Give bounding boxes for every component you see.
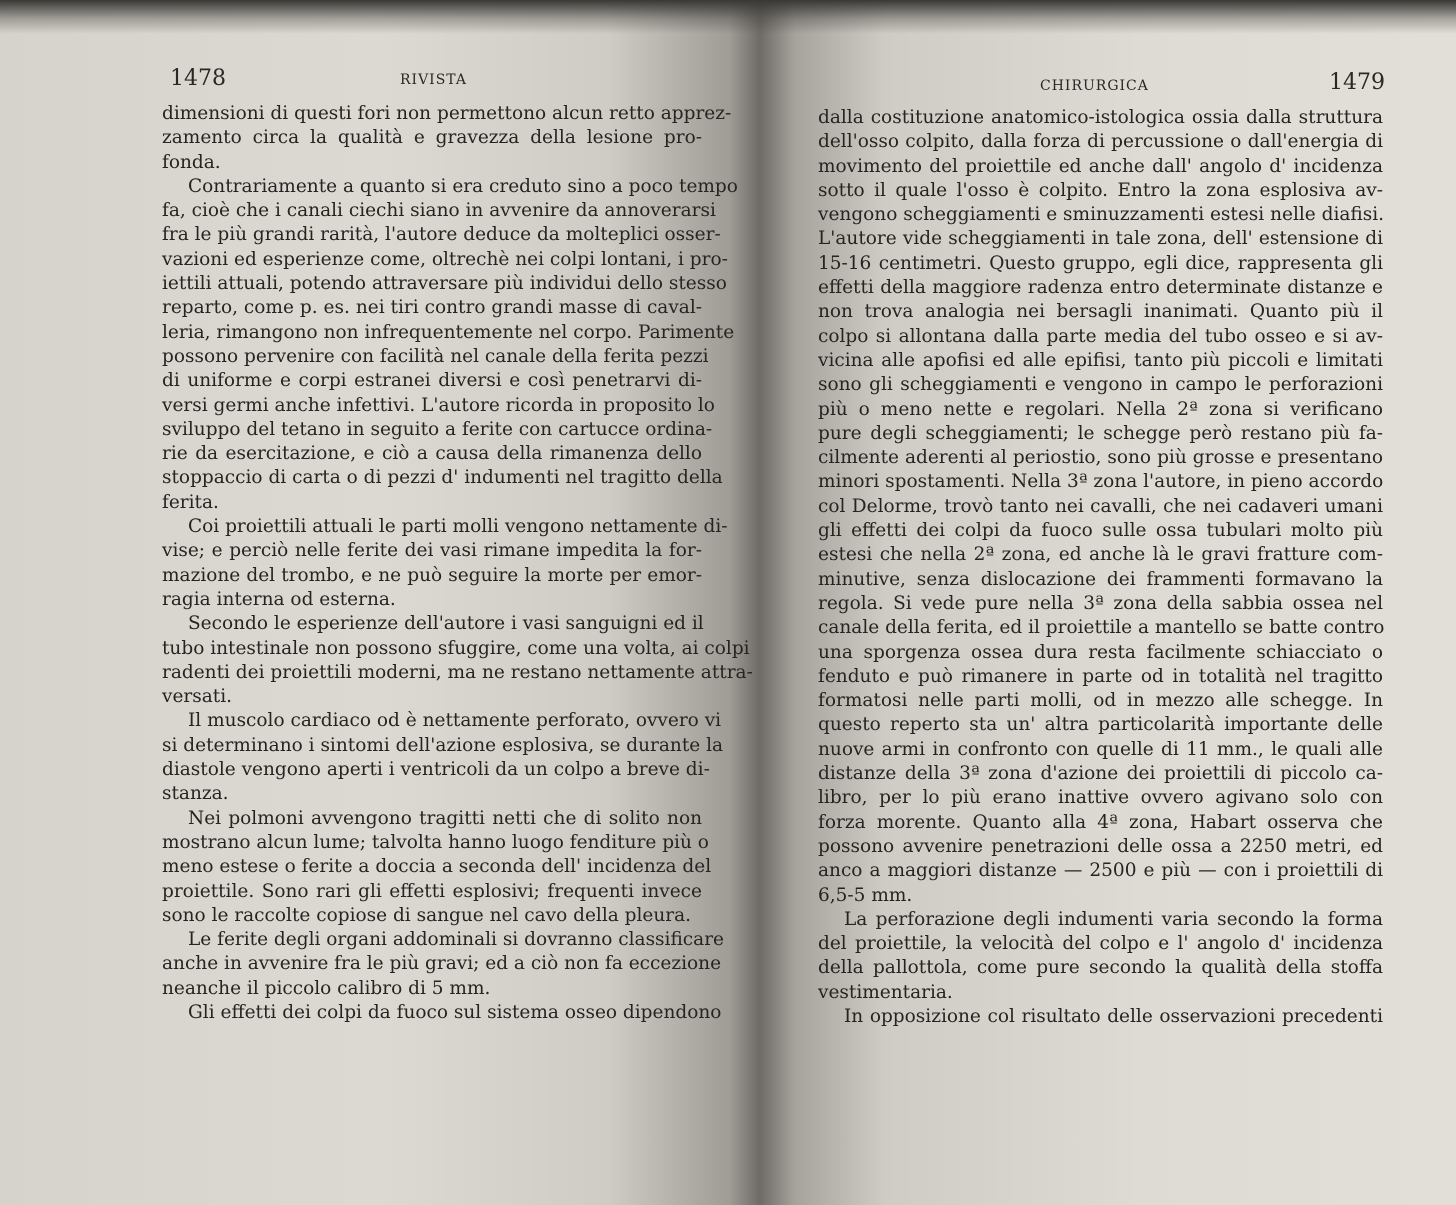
- text-line: mostrano alcun lume; talvolta hanno luogo fenditure più o: [162, 831, 709, 853]
- left-text-block: [162, 102, 753, 1025]
- text-line: questo reperto sta un' altra particolarità importante delle: [818, 714, 1383, 736]
- left-running-head: [170, 66, 710, 91]
- text-line: L'autore vide scheggiamenti in tale zona, dell' estensione di: [818, 228, 1383, 250]
- text-line: fra le più grandi rarità, l'autore deduce da molteplici osser-: [162, 224, 721, 246]
- text-line: sono le raccolte copiose di sangue nel cavo della pleura.: [162, 904, 692, 926]
- text-line: La perforazione degli indumenti varia secondo la forma: [844, 908, 1383, 930]
- text-line: Il muscolo cardiaco od è nettamente perforato, ovvero vi: [188, 710, 722, 732]
- text-line: fa, cioè che i canali ciechi siano in avvenire da annoverarsi: [162, 200, 716, 222]
- text-line: meno estese o ferite a doccia a seconda dell' incidenza del: [162, 856, 712, 878]
- text-line: colpo si allontana dalla parte media del tubo osseo e si av-: [818, 325, 1383, 347]
- right-text-block: [818, 106, 1383, 1029]
- text-line: In opposizione col risultato delle osservazioni precedenti: [844, 1005, 1383, 1027]
- text-line: dalla costituzione anatomico-istologica ossia dalla struttura: [818, 107, 1383, 128]
- text-line: tubo intestinale non possono sfuggire, come una volta, ai colpi: [162, 637, 750, 659]
- text-line: dell'osso colpito, dalla forza di percussione o dall'energia di: [818, 131, 1383, 153]
- text-line: minori spostamenti. Nella 3ª zona l'autore, in pieno accordo: [818, 471, 1384, 493]
- right-running-title: CHIRURGICA: [1040, 78, 1149, 94]
- text-line: vazioni ed esperienze come, oltrechè nei colpi lontani, i pro-: [162, 248, 728, 270]
- text-line: movimento del proiettile ed anche dall' angolo d' incidenza: [818, 155, 1383, 177]
- text-line: possono pervenire con facilità nel canale della ferita pezzi: [162, 345, 709, 367]
- text-line: del proiettile, la velocità del colpo e l' angolo d' incidenza: [818, 933, 1383, 955]
- text-line: cilmente aderenti al periostio, sono più grosse e presentano: [818, 447, 1383, 469]
- text-line: leria, rimangono non infrequentemente nel corpo. Parimente: [162, 321, 735, 343]
- text-line: della pallottola, come pure secondo la qualità della stoffa: [818, 957, 1383, 979]
- top-edge-shadow: [0, 0, 1456, 34]
- text-line: canale della ferita, ed il proiettile a mantello se batte contro: [818, 617, 1385, 639]
- text-line: Nei polmoni avvengono tragitti netti che di solito non: [188, 807, 702, 829]
- text-line: nuove armi in confronto con quelle di 11 mm., le quali alle: [818, 738, 1383, 760]
- text-line: vicina alle apofisi ed alle epifisi, tanto più piccoli e limitati: [818, 349, 1383, 371]
- text-line: Coi proiettili attuali le parti molli vengono nettamente di-: [188, 516, 728, 538]
- text-line: effetti della maggiore radenza entro determinate distanze e: [818, 277, 1383, 299]
- text-line: vise; e perciò nelle ferite dei vasi rimane impedita la for-: [162, 540, 702, 562]
- text-line: 15-16 centimetri. Questo gruppo, egli dice, rappresenta gli: [818, 252, 1383, 274]
- text-line: stoppaccio di carta o di pezzi d' indumenti nel tragitto della: [162, 467, 723, 489]
- text-line: vengono scheggiamenti e sminuzzamenti estesi nelle diafisi.: [818, 204, 1385, 226]
- left-page-number: 1478: [170, 66, 226, 91]
- text-line: possono avvenire penetrazioni delle ossa a 2250 metri, ed: [818, 835, 1383, 857]
- text-line: minutive, senza dislocazione dei frammenti formavano la: [818, 568, 1383, 590]
- text-line: distanze della 3ª zona d'azione dei proiettili di piccolo ca-: [818, 763, 1383, 785]
- text-line: libro, per lo più erano inattive ovvero agivano solo con: [818, 787, 1383, 809]
- text-line: anco a maggiori distanze — 2500 e più — con i proiettili di: [818, 860, 1383, 882]
- text-line: mazione del trombo, e ne può seguire la morte per emor-: [162, 564, 702, 586]
- text-line: Secondo le esperienze dell'autore i vasi sanguigni ed il: [188, 613, 704, 635]
- text-line: più o meno nette e regolari. Nella 2ª zona si verificano: [818, 398, 1383, 420]
- text-line: neanche il piccolo calibro di 5 mm.: [162, 977, 491, 999]
- left-running-title: RIVISTA: [400, 72, 467, 88]
- text-line: diastole vengono aperti i ventricoli da un colpo a breve di-: [162, 759, 710, 781]
- text-line: rie da esercitazione, e ciò a causa della rimanenza dello: [162, 443, 702, 465]
- text-line: pure degli scheggiamenti; le schegge però restano più fa-: [818, 422, 1383, 444]
- text-line: sotto il quale l'osso è colpito. Entro la zona esplosiva av-: [818, 179, 1383, 201]
- text-line: stanza.: [162, 783, 229, 805]
- text-line: formatosi nelle parti molli, od in mezzo alle schegge. In: [818, 690, 1383, 712]
- text-line: 6,5-5 mm.: [818, 884, 913, 906]
- text-line: ragia interna od esterna.: [162, 588, 396, 610]
- text-line: di uniforme e corpi estranei diversi e così penetrarvi di-: [162, 370, 702, 392]
- text-line: regola. Si vede pure nella 3ª zona della sabbia ossea nel: [818, 592, 1383, 614]
- text-line: fonda.: [162, 151, 221, 173]
- text-line: Le ferite degli organi addominali si dovranno classificare: [188, 929, 724, 951]
- text-line: gli effetti dei colpi da fuoco sulle ossa tubulari molto più: [818, 520, 1383, 542]
- text-line: versati.: [162, 686, 232, 708]
- text-line: sviluppo del tetano in seguito a ferite con cartucce ordina-: [162, 418, 713, 440]
- text-line: dimensioni di questi fori non permettono alcun retto apprez-: [162, 103, 732, 124]
- text-line: una sporgenza ossea dura resta facilmente schiacciato o: [818, 641, 1383, 663]
- right-page: [760, 0, 1456, 1205]
- text-line: reparto, come p. es. nei tiri contro grandi masse di caval-: [162, 297, 702, 319]
- text-line: fenduto e può rimanere in parte od in totalità nel tragitto: [818, 665, 1383, 687]
- text-line: anche in avvenire fra le più gravi; ed a ciò non fa eccezione: [162, 953, 722, 975]
- text-line: ferita.: [162, 491, 219, 513]
- text-line: radenti dei proiettili moderni, ma ne restano nettamente attra-: [162, 661, 753, 683]
- text-line: Contrariamente a quanto si era creduto sino a poco tempo: [188, 175, 738, 197]
- text-line: Gli effetti dei colpi da fuoco sul sistema osseo dipendono: [188, 1001, 722, 1023]
- right-page-number: 1479: [1329, 70, 1385, 95]
- text-line: col Delorme, trovò tanto nei cavalli, che nei cadaveri umani: [818, 495, 1383, 517]
- text-line: estesi che nella 2ª zona, ed anche là le gravi fratture com-: [818, 544, 1383, 566]
- text-line: zamento circa la qualità e gravezza della lesione pro-: [162, 127, 702, 149]
- text-line: iettili attuali, potendo attraversare più individui dello stesso: [162, 273, 727, 295]
- text-line: non trova analogia nei bersagli inanimati. Quanto più il: [818, 301, 1383, 323]
- text-line: proiettile. Sono rari gli effetti esplosivi; frequenti invece: [162, 880, 702, 902]
- text-line: forza morente. Quanto alla 4ª zona, Habart osserva che: [818, 811, 1383, 833]
- text-line: si determinano i sintomi dell'azione esplosiva, se durante la: [162, 734, 724, 756]
- text-line: vestimentaria.: [818, 981, 953, 1003]
- text-line: sono gli scheggiamenti e vengono in campo le perforazioni: [818, 374, 1383, 396]
- text-line: versi germi anche infettivi. L'autore ricorda in proposito lo: [162, 394, 715, 416]
